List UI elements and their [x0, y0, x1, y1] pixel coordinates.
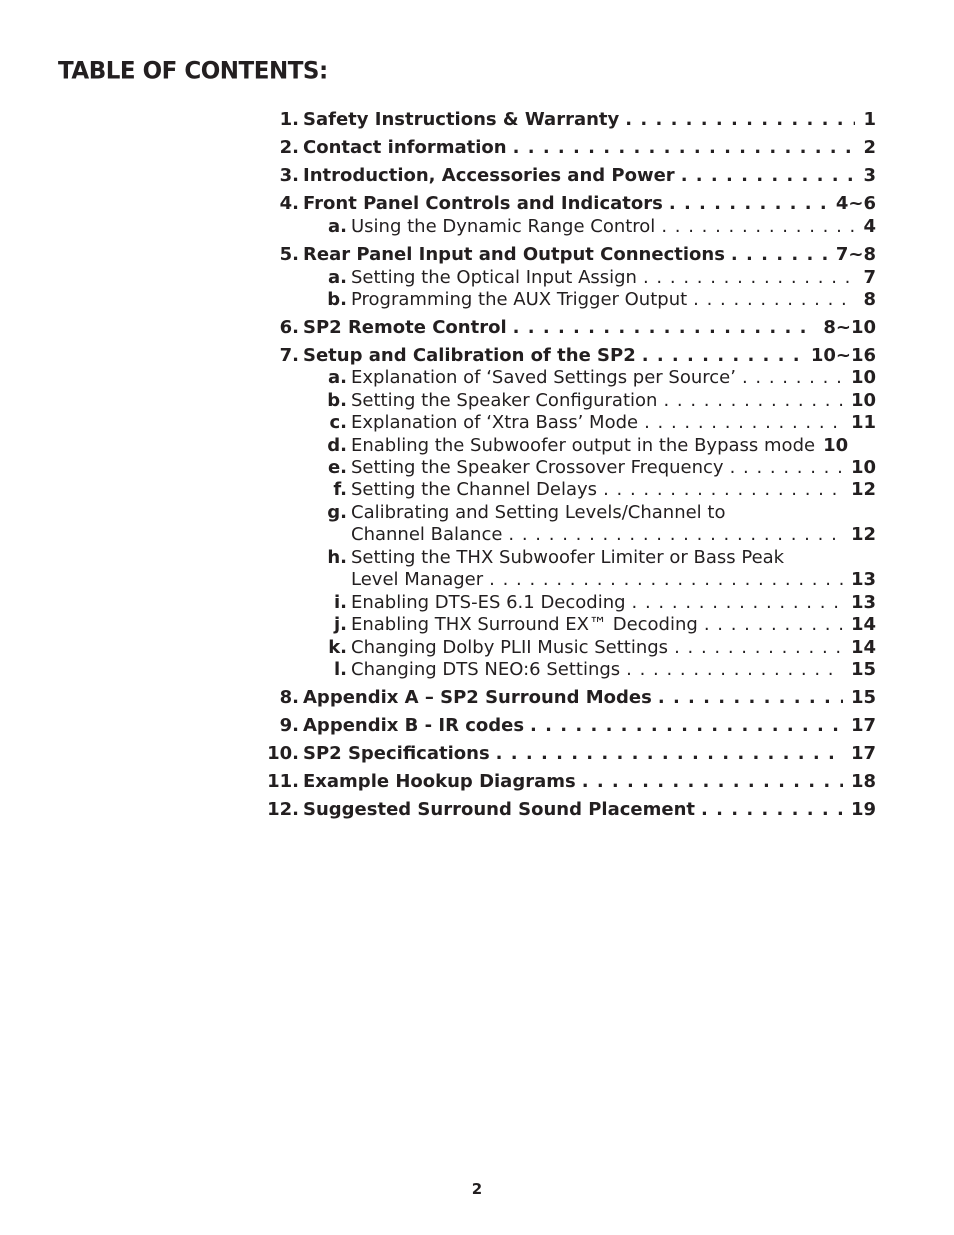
toc-entry[interactable]: 9. Appendix B - IR codes . . . 17 [252, 714, 876, 737]
toc-subentry[interactable]: c. Explanation of ‘Xtra Bass’ Mode . . . 11 [252, 411, 876, 434]
toc-subentry[interactable]: j. Enabling THX Surround EX™ Decoding . . . 14 [252, 613, 876, 636]
toc-subentry[interactable]: d. Enabling the Subwoofer output in the Bypass mode 10 [327, 435, 849, 456]
toc-subentry[interactable]: k. Changing Dolby PLII Music Settings . . . 14 [252, 636, 876, 659]
toc-subentry[interactable]: a. Using the Dynamic Range Control . . . 4 [252, 215, 876, 238]
toc-subentry[interactable]: e. Setting the Speaker Crossover Frequency . . . 10 [252, 456, 876, 479]
toc-subentry[interactable]: h. Setting the THX Subwoofer Limiter or Bass Peak [327, 547, 785, 568]
toc-entry[interactable]: 5. Rear Panel Input and Output Connections . . . 7~8 [252, 243, 876, 266]
toc-entry[interactable]: 1. Safety Instructions & Warranty . . . 1 [252, 108, 876, 131]
page-title: TABLE OF CONTENTS: [58, 57, 328, 85]
toc-subentry-continued[interactable]: Channel Balance . . . 12 [252, 523, 876, 546]
toc-entry[interactable]: 3. Introduction, Accessories and Power . . . 3 [252, 164, 876, 187]
toc-subentry[interactable]: a. Setting the Optical Input Assign . . . 7 [252, 266, 876, 289]
toc-entry[interactable]: 2. Contact information . . . 2 [252, 136, 876, 159]
toc-entry[interactable]: 4. Front Panel Controls and Indicators . . . 4~6 [252, 192, 876, 215]
toc-subentry[interactable]: a. Explanation of ‘Saved Settings per Source’ . . . 10 [252, 366, 876, 389]
toc-subentry[interactable]: g. Calibrating and Setting Levels/Channel to [327, 502, 726, 523]
toc-subentry[interactable]: b. Setting the Speaker Configuration . . . 10 [252, 389, 876, 412]
toc-entry[interactable]: 11. Example Hookup Diagrams . . . 18 [252, 770, 876, 793]
toc-subentry[interactable]: l. Changing DTS NEO:6 Settings . . . 15 [252, 658, 876, 681]
toc-subentry-continued[interactable]: Level Manager . . . 13 [252, 568, 876, 591]
toc-entry[interactable]: 12. Suggested Surround Sound Placement . . . 19 [252, 798, 876, 821]
toc-entry[interactable]: 7. Setup and Calibration of the SP2 . . . 10~16 [252, 344, 876, 367]
toc-entry[interactable]: 6. SP2 Remote Control . . . 8~10 [252, 316, 876, 339]
toc-entry[interactable]: 8. Appendix A – SP2 Surround Modes . . . 15 [252, 686, 876, 709]
toc-subentry[interactable]: b. Programming the AUX Trigger Output . . . 8 [252, 288, 876, 311]
toc-subentry[interactable]: f. Setting the Channel Delays . . . 12 [252, 478, 876, 501]
toc-entry[interactable]: 10. SP2 Specifications . . . 17 [252, 742, 876, 765]
page-number: 2 [471, 1180, 483, 1198]
toc-subentry[interactable]: i. Enabling DTS-ES 6.1 Decoding . . . 13 [252, 591, 876, 614]
